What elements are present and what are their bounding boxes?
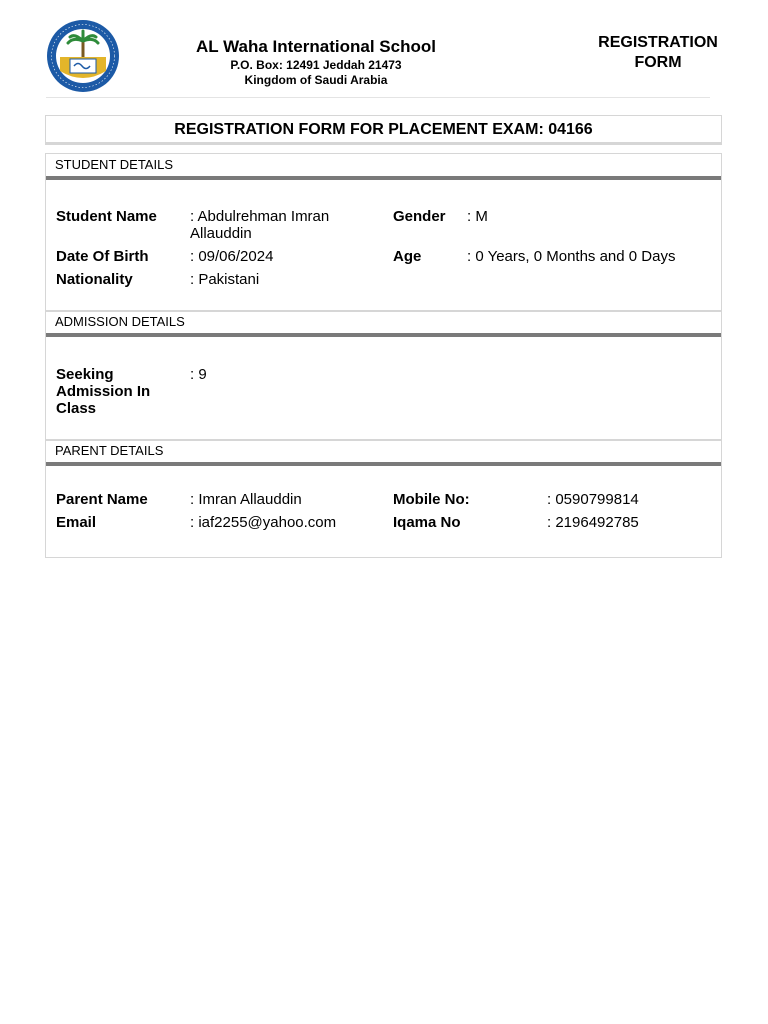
- mobile-label: Mobile No:: [393, 491, 470, 508]
- form-title: [582, 33, 734, 73]
- student-details-section: [45, 153, 722, 312]
- admission-details-heading: ADMISSION DETAILS: [46, 311, 721, 337]
- parent-details-heading: PARENT DETAILS: [46, 440, 721, 466]
- age-label: Age: [393, 248, 422, 265]
- iqama-label: Iqama No: [393, 514, 461, 531]
- admission-class-label: [56, 366, 150, 417]
- nationality-value: : Pakistani: [190, 271, 260, 288]
- admission-class-value: : 9: [190, 366, 207, 383]
- exam-title-box: [45, 115, 722, 145]
- header-divider: [46, 97, 710, 98]
- admission-details-section: [45, 310, 722, 441]
- admission-class-label-line2: Admission In: [56, 383, 151, 400]
- email-value: : iaf2255@yahoo.com: [190, 514, 337, 531]
- school-address-line2: Kingdom of Saudi Arabia: [244, 73, 388, 87]
- dob-value: : 09/06/2024: [190, 248, 274, 265]
- parent-name-value: : Imran Allauddin: [190, 491, 302, 508]
- student-name-value-line1: : Abdulrehman Imran: [190, 208, 330, 225]
- email-label: Email: [56, 514, 97, 531]
- school-name: AL Waha International School: [196, 37, 436, 56]
- dob-label: Date Of Birth: [56, 248, 149, 265]
- student-details-heading: STUDENT DETAILS: [46, 154, 721, 180]
- iqama-value: : 2196492785: [547, 514, 639, 531]
- parent-name-label: Parent Name: [56, 491, 148, 508]
- student-name-value: [190, 208, 329, 242]
- gender-label: Gender: [393, 208, 446, 225]
- exam-title: REGISTRATION FORM FOR PLACEMENT EXAM: 04166: [174, 121, 593, 138]
- form-title-line1: REGISTRATION: [598, 34, 718, 51]
- school-address-line1: P.O. Box: 12491 Jeddah 21473: [230, 58, 402, 72]
- form-title-line2: FORM: [634, 54, 682, 71]
- school-crest-icon: [44, 19, 122, 93]
- mobile-value: : 0590799814: [547, 491, 639, 508]
- student-name-value-line2: Allauddin: [190, 225, 252, 242]
- gender-value: : M: [467, 208, 488, 225]
- age-value: : 0 Years, 0 Months and 0 Days: [467, 248, 676, 265]
- student-name-label: Student Name: [56, 208, 157, 225]
- nationality-label: Nationality: [56, 271, 133, 288]
- admission-class-label-line1: Seeking: [56, 366, 114, 383]
- parent-details-section: [45, 439, 722, 558]
- admission-class-label-line3: Class: [56, 400, 97, 417]
